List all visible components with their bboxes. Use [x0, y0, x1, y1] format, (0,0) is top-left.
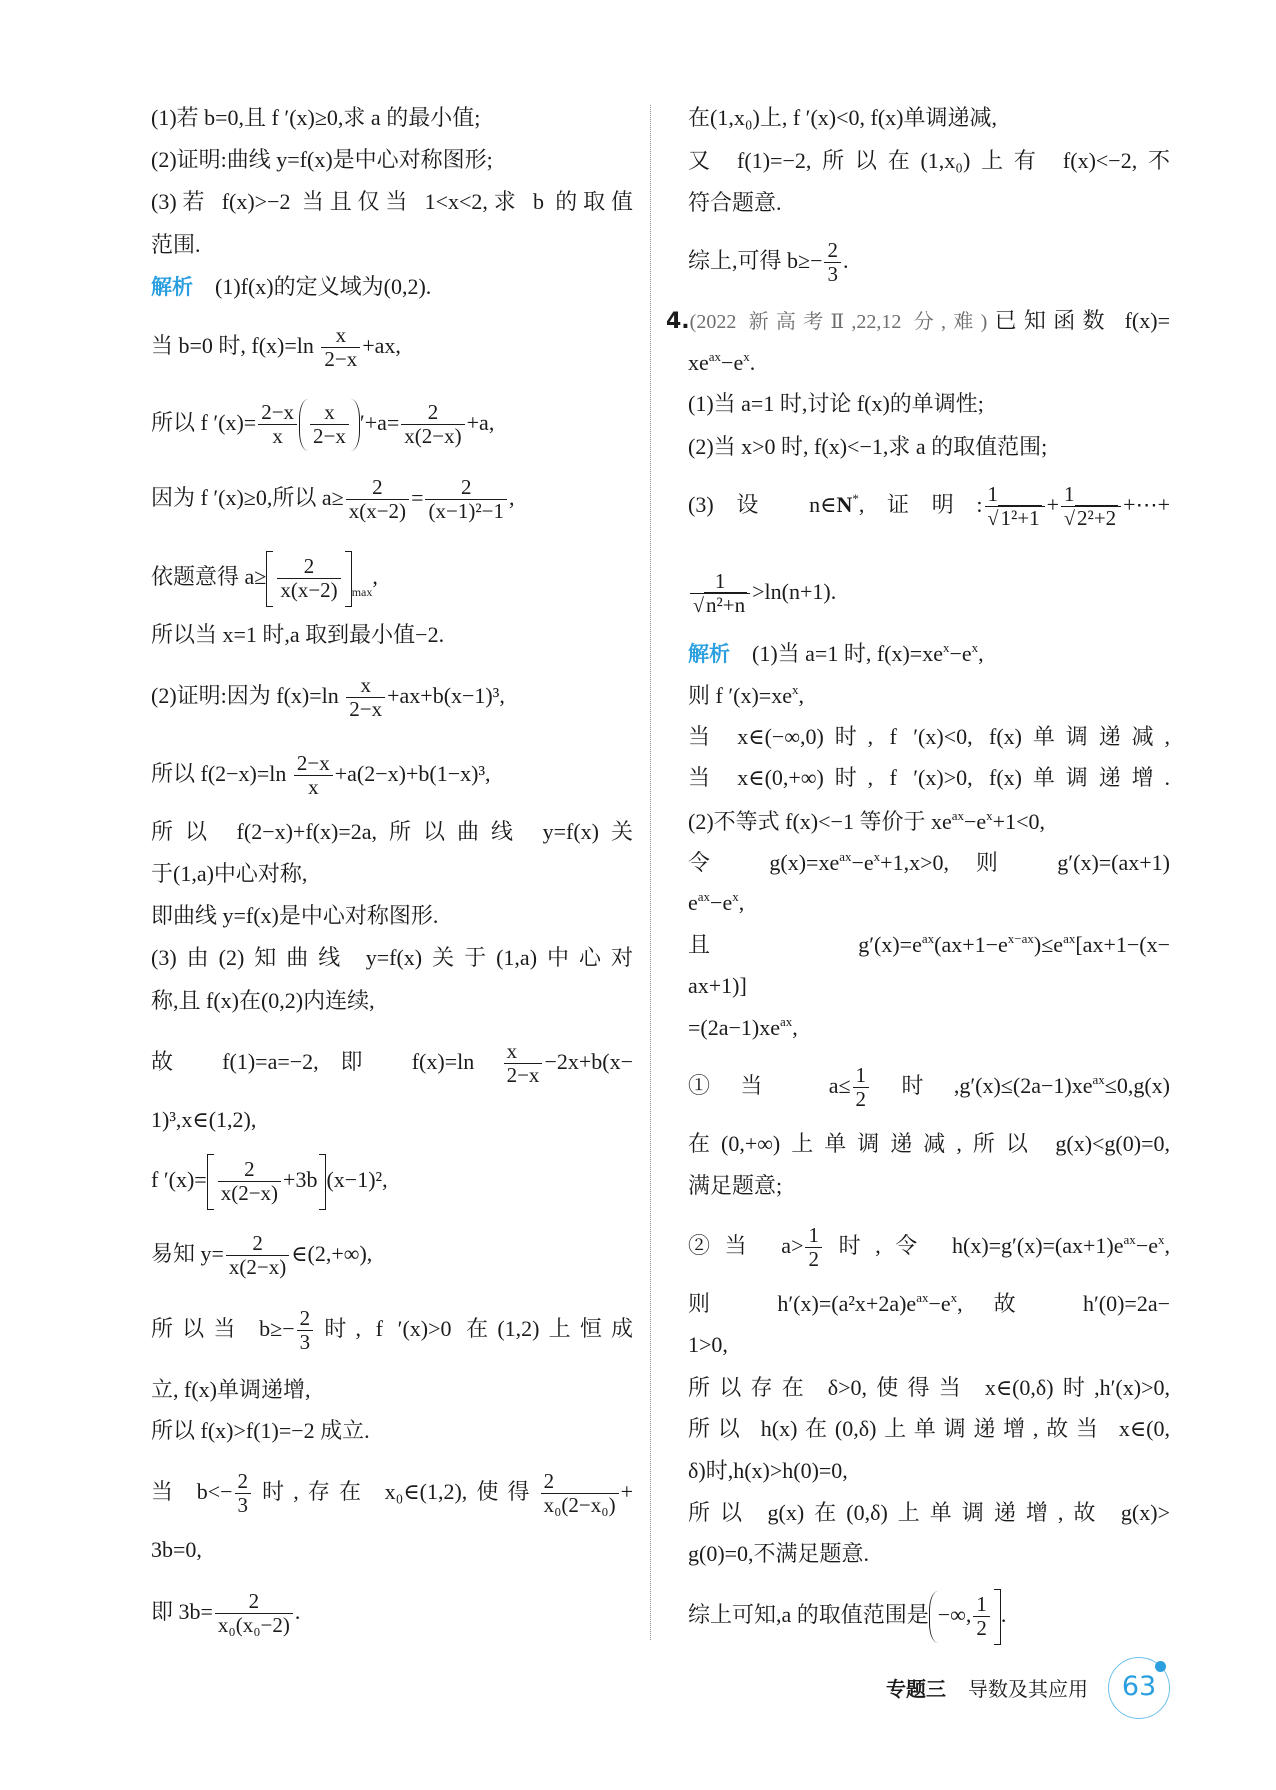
text: (2)证明:因为 f(x)=ln	[151, 683, 345, 708]
numerator: 1	[1064, 481, 1075, 506]
left-paren	[299, 399, 308, 451]
text-line: 当 x∈(−∞,0)时, f ′(x)<0, f(x)单调递减,	[688, 724, 1170, 749]
formula-line	[688, 231, 848, 291]
text: ,	[978, 641, 984, 666]
text: ≤0,g(x)	[1104, 1073, 1170, 1098]
denominator: 2−x	[504, 1063, 543, 1087]
text: +	[620, 1479, 633, 1504]
numerator: 2	[303, 554, 315, 579]
superscript: x	[743, 349, 750, 364]
text: −e	[851, 850, 874, 875]
numerator: 1	[855, 1063, 867, 1088]
text-line: g(0)=0,不满足题意.	[688, 1541, 870, 1566]
text: .	[842, 248, 849, 273]
numerator: 2	[827, 238, 838, 263]
natural-numbers-symbol: N	[836, 492, 853, 517]
text: −e	[710, 890, 733, 915]
formula-line	[151, 666, 505, 726]
denominator	[690, 593, 750, 618]
superscript: ax	[1092, 1072, 1105, 1087]
fraction	[690, 570, 750, 618]
text: ′+a=	[359, 410, 400, 435]
footer-topic-label: 专题三	[886, 1677, 946, 1701]
text: e	[688, 890, 698, 915]
numerator: 2	[543, 1469, 555, 1494]
case-2-line	[688, 1216, 1170, 1276]
text: ,	[508, 485, 515, 510]
denominator: 2	[853, 1087, 870, 1111]
analysis-label: 解析	[151, 275, 193, 299]
text: −e	[964, 809, 987, 834]
numerator: 2	[372, 475, 383, 500]
superscript: x−ax	[1007, 931, 1034, 946]
page-number: 63	[1108, 1657, 1170, 1719]
fraction	[504, 1040, 543, 1087]
text-line: 1>0,	[688, 1332, 728, 1357]
text: +ax+b(x−1)³,	[387, 683, 505, 708]
text: ∈(2,+∞),	[291, 1241, 373, 1266]
text: −2x+b(x−	[544, 1049, 633, 1074]
denominator: x(2−x)	[401, 424, 464, 448]
fraction	[277, 555, 340, 602]
formula-line	[151, 1582, 300, 1642]
superscript: ax	[916, 1290, 929, 1305]
text: 且 g′(x)=e	[688, 932, 922, 957]
fraction	[215, 1590, 293, 1637]
fraction	[294, 752, 333, 799]
text: −e	[949, 641, 972, 666]
text: 时,令 h(x)=g′(x)=(ax+1)e	[823, 1233, 1124, 1258]
text: ,证明:	[858, 492, 983, 517]
text: .	[294, 1599, 301, 1624]
text: −e	[721, 350, 744, 375]
denominator: x	[258, 424, 297, 448]
fraction	[321, 324, 360, 371]
superscript: ax	[951, 808, 964, 823]
text-line: 于(1,a)中心对称,	[151, 861, 308, 886]
text: ,	[738, 890, 745, 915]
formula-line	[688, 833, 1170, 893]
fraction	[226, 1232, 289, 1279]
denominator: x(2−x)	[226, 1255, 289, 1279]
fraction	[805, 1224, 822, 1271]
denominator: 3	[235, 1493, 252, 1517]
denominator: 3	[824, 262, 841, 286]
text: (2)不等式 f(x)<−1 等价于 xe	[688, 809, 952, 834]
text-line: ax+1)]	[688, 973, 747, 998]
text: +a(2−x)+b(1−x)³,	[334, 761, 491, 786]
fraction	[425, 476, 506, 523]
question-part-3	[688, 475, 1170, 535]
fraction	[401, 401, 464, 448]
question-part-2: (2)证明:曲线 y=f(x)是中心对称图形;	[151, 147, 493, 172]
left-bracket	[266, 551, 273, 607]
text: 综上,可得 b≥−	[688, 248, 823, 273]
question-part-3: (3)若 f(x)>−2 当且仅当 1<x<2,求 b 的取值	[151, 189, 633, 214]
text: ,	[372, 564, 378, 589]
numerator: 2−x	[261, 400, 295, 425]
text-line: 1)³,x∈(1,2),	[151, 1107, 257, 1132]
formula-line	[151, 393, 494, 453]
text: 时,存在 x₀∈(1,2),使得	[253, 1479, 539, 1504]
text: f ′(x)=	[151, 1167, 207, 1192]
text: +ax,	[362, 333, 401, 358]
fraction	[218, 1158, 281, 1205]
left-bracket	[207, 1154, 214, 1210]
fraction	[853, 1064, 870, 1111]
text: 所以 f(2−x)=ln	[151, 761, 292, 786]
denominator: (x−1)²−1	[425, 499, 506, 523]
text: 综上可知,a 的取值范围是	[688, 1602, 929, 1627]
sqrt-icon: √	[987, 507, 999, 530]
fraction	[310, 401, 349, 448]
formula-line	[151, 468, 514, 528]
text: ,	[792, 1015, 798, 1040]
fraction	[346, 674, 385, 721]
text-line: 又 f(1)=−2,所以在(1,x₀)上有 f(x)<−2,不	[688, 148, 1170, 173]
text: +1<0,	[992, 809, 1045, 834]
text: .	[749, 350, 756, 375]
superscript: x	[791, 682, 799, 697]
problem-number: 4.	[666, 309, 690, 334]
numerator: 2	[252, 1231, 263, 1256]
text-line: δ)时,h(x)>h(0)=0,	[688, 1458, 848, 1483]
text-line: 3b=0,	[151, 1537, 202, 1562]
column-divider	[650, 105, 651, 1640]
question-part-1: (1)若 b=0,且 f ′(x)≥0,求 a 的最小值;	[151, 105, 481, 130]
right-bracket	[994, 1589, 1001, 1645]
formula-line	[151, 1150, 388, 1210]
text: 则 h′(x)=(a²x+2a)e	[688, 1291, 917, 1316]
numerator: 2	[427, 400, 439, 425]
text-line: 在(1,x₀)上, f ′(x)<0, f(x)单调递减,	[688, 105, 997, 130]
text: (3)设 n∈	[688, 492, 837, 517]
formula-line	[688, 915, 1170, 975]
numerator: 1	[987, 481, 998, 506]
text: [ax+1−(x−	[1075, 932, 1170, 957]
superscript: ax	[708, 349, 722, 364]
text: xe	[688, 350, 709, 375]
superscript: ax	[1063, 931, 1076, 946]
subscript: max	[351, 585, 373, 599]
text: +a,	[466, 410, 495, 435]
text: 时,g′(x)≤(2a−1)xe	[871, 1073, 1093, 1098]
superscript: x	[873, 849, 881, 864]
fraction	[1061, 483, 1121, 531]
formula-line	[688, 998, 798, 1058]
superscript: x	[971, 640, 979, 655]
formula-line	[151, 1224, 372, 1284]
question-part-2: (2)当 x>0 时, f(x)<−1,求 a 的取值范围;	[688, 434, 1048, 459]
text: ①当 a≤	[688, 1073, 851, 1098]
numerator: 2−x	[296, 751, 330, 776]
superscript: x	[950, 1290, 958, 1305]
numerator: 2	[248, 1589, 260, 1614]
superscript: x	[1157, 1232, 1165, 1247]
text: +3b	[283, 1167, 318, 1192]
text: 故 f(1)=a=−2,即 f(x)=ln	[151, 1049, 502, 1074]
question-part-1: (1)当 a=1 时,讨论 f(x)的单调性;	[688, 391, 984, 416]
numerator: 1	[976, 1592, 987, 1617]
text: 当 b<−	[151, 1479, 233, 1504]
text-line: 所以当 x=1 时,a 取到最小值−2.	[151, 622, 445, 647]
denominator: 2−x	[321, 347, 360, 371]
text: (x−1)²,	[326, 1167, 388, 1192]
fraction	[985, 483, 1045, 531]
text: (ax+1−e	[934, 932, 1008, 957]
footer-topic-title: 导数及其应用	[968, 1677, 1088, 1701]
text: 时, f ′(x)>0 在(1,2)上恒成	[315, 1316, 633, 1341]
problem-source: (2022 新高考Ⅱ,22,12 分,难)	[689, 311, 988, 333]
radicand: n²+n	[705, 592, 746, 617]
right-paren	[351, 399, 360, 451]
text: 依题意得 a≥	[151, 564, 267, 589]
text-line: 所以 h(x)在(0,δ)上单调递增,故当 x∈(0,	[688, 1416, 1170, 1441]
formula-line	[151, 1032, 633, 1092]
text-line: 立, f(x)单调递增,	[151, 1377, 311, 1402]
text-line: 当 x∈(0,+∞)时, f ′(x)>0, f(x)单调递增.	[688, 765, 1170, 790]
radicand: 1²+1	[1000, 505, 1040, 530]
text-line: (3)由(2)知曲线 y=f(x)关于(1,a)中心对	[151, 945, 633, 970]
radicand: 2²+2	[1077, 505, 1117, 530]
denominator: x(2−x)	[218, 1181, 281, 1205]
text: −∞,	[937, 1602, 972, 1627]
text: (1)当 a=1 时, f(x)=xe	[752, 641, 943, 666]
text: ②当 a>	[688, 1233, 804, 1258]
fraction	[297, 1307, 314, 1354]
denominator: 2−x	[310, 424, 349, 448]
page-dot-icon	[1155, 1661, 1166, 1672]
text-line: 所以 f(x)>f(1)=−2 成立.	[151, 1418, 370, 1443]
denominator: 3	[297, 1330, 314, 1354]
formula-line	[151, 1462, 633, 1522]
question-part-3-cont: 范围.	[151, 232, 201, 257]
numerator: 2	[237, 1469, 249, 1494]
text: +	[1046, 492, 1060, 517]
superscript: ax	[697, 889, 711, 904]
text: .	[1000, 1602, 1007, 1627]
superscript: *	[852, 491, 859, 506]
denominator: 2	[805, 1247, 822, 1271]
fraction	[346, 476, 409, 523]
text: )≤e	[1033, 932, 1064, 957]
text: >ln(n+1).	[752, 579, 837, 604]
numerator: 2	[244, 1157, 255, 1182]
text: +⋯+	[1123, 492, 1170, 517]
text: 因为 f ′(x)≥0,所以 a≥	[151, 485, 344, 510]
denominator: 2−x	[346, 697, 385, 721]
superscript: x	[986, 808, 993, 823]
text: −e	[928, 1291, 951, 1316]
text: 所以当 b≥−	[151, 1316, 295, 1341]
text-line: 所以 g(x)在(0,δ)上单调递增,故 g(x)>	[688, 1500, 1170, 1525]
numerator: x	[506, 1039, 518, 1064]
fraction	[258, 401, 297, 448]
text: 当 b=0 时, f(x)=ln	[151, 333, 320, 358]
analysis-label: 解析	[688, 642, 730, 666]
fraction	[235, 1470, 252, 1517]
question-part-3-cont	[688, 562, 836, 622]
text: (1)f(x)的定义域为(0,2).	[215, 274, 432, 299]
numerator: 1	[808, 1223, 819, 1248]
formula-line	[688, 1274, 1170, 1334]
problem-stem: 已知函数 f(x)=	[987, 308, 1170, 333]
analysis-line	[151, 257, 431, 317]
text-line: 所以 f(2−x)+f(x)=2a,所以曲线 y=f(x)关	[151, 819, 633, 844]
text-line: 满足题意;	[688, 1173, 783, 1198]
text-line: 称,且 f(x)在(0,2)内连续,	[151, 988, 375, 1013]
left-paren	[929, 1591, 938, 1643]
formula-line	[151, 316, 401, 376]
denominator: x₀(x₀−2)	[215, 1613, 293, 1637]
numerator: 2	[460, 475, 472, 500]
text: ,	[798, 683, 804, 708]
text-line: 符合题意.	[688, 190, 782, 215]
conclusion-line	[688, 1585, 1006, 1645]
text: 则 f ′(x)=xe	[688, 683, 792, 708]
fraction	[541, 1470, 619, 1517]
denominator: x(x−2)	[277, 578, 340, 602]
numerator: 2	[299, 1306, 311, 1331]
formula-line	[151, 1299, 633, 1359]
text-line: 所以存在 δ>0,使得当 x∈(0,δ)时,h′(x)>0,	[688, 1375, 1170, 1400]
superscript: ax	[839, 849, 852, 864]
text: 易知 y=	[151, 1241, 224, 1266]
superscript: x	[732, 889, 739, 904]
text: +1,x>0,则 g′(x)=(ax+1)	[880, 850, 1171, 875]
denominator: x	[294, 775, 333, 799]
text: −e	[1135, 1233, 1158, 1258]
numerator: x	[324, 400, 335, 425]
text: 令 g(x)=xe	[688, 850, 840, 875]
superscript: ax	[921, 931, 935, 946]
text: ,故 h′(0)=2a−	[957, 1291, 1171, 1316]
text: =(2a−1)xe	[688, 1015, 780, 1040]
denominator: x₀(2−x₀)	[541, 1493, 619, 1517]
superscript: x	[942, 640, 950, 655]
text-line: 即曲线 y=f(x)是中心对称图形.	[151, 903, 439, 928]
denominator	[1061, 506, 1121, 531]
text: 即 3b=	[151, 1599, 213, 1624]
denominator: x(x−2)	[346, 499, 409, 523]
fraction	[973, 1593, 990, 1640]
right-bracket	[345, 551, 352, 607]
text: 所以 f ′(x)=	[151, 410, 257, 435]
formula-line	[151, 547, 378, 607]
text: =	[411, 485, 424, 510]
numerator: x	[335, 323, 347, 348]
case-1-line	[688, 1056, 1170, 1116]
numerator: 1	[714, 568, 726, 593]
formula-line	[151, 744, 491, 804]
sqrt-icon: √	[693, 594, 704, 617]
text: ,	[1164, 1233, 1170, 1258]
denominator	[985, 506, 1045, 531]
denominator: 2	[973, 1616, 990, 1640]
text-line: 在(0,+∞)上单调递减,所以 g(x)<g(0)=0,	[688, 1131, 1170, 1156]
numerator: x	[360, 673, 371, 698]
sqrt-icon: √	[1064, 507, 1076, 530]
fraction	[824, 239, 841, 286]
superscript: ax	[780, 1014, 793, 1029]
superscript: ax	[1123, 1232, 1136, 1247]
